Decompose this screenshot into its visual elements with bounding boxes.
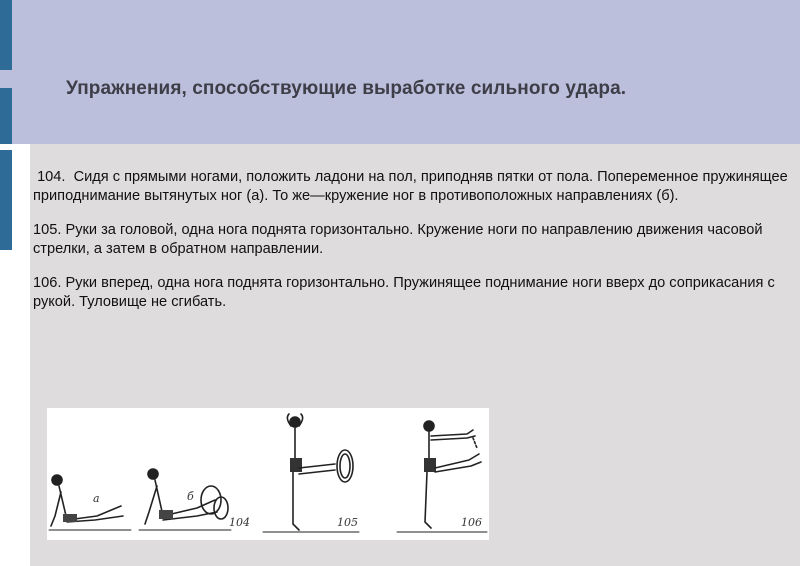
exercise-104-text: 104. Сидя с прямыми ногами, положить ладони на пол, приподняв пятки от пола. Попеременное пружинящее приподнимание вытянутых ног (а). То же—кружение ног в противоположных направлениях (б). [33, 169, 792, 204]
label-104: 104 [229, 516, 250, 529]
exercise-105-text: 105. Руки за головой, одна нога поднята горизонтально. Кружение ноги по направлению движения часовой стрелки, а затем в обратном направлении. [33, 222, 763, 257]
label-105: 105 [337, 516, 358, 529]
label-a: а [93, 492, 100, 505]
exercise-illustration [47, 408, 489, 540]
label-b: б [187, 490, 194, 503]
accent-bar-1 [0, 0, 12, 70]
slide-header [0, 0, 800, 144]
figure-104a-drawing [49, 475, 131, 530]
figure-105-drawing [263, 414, 359, 532]
exercise-list [33, 168, 793, 327]
slide-title: Упражнения, способствующие выработке сильного удара. [66, 78, 627, 99]
label-106: 106 [461, 516, 482, 529]
accent-bar-2 [0, 88, 12, 144]
accent-bar-3 [0, 150, 12, 250]
exercise-106-text: 106. Руки вперед, одна нога поднята горизонтально. Пружинящее поднимание ноги вверх до соприкасания с рукой. Туловище не сгибать. [33, 275, 775, 310]
figure-104b-drawing [139, 469, 231, 530]
